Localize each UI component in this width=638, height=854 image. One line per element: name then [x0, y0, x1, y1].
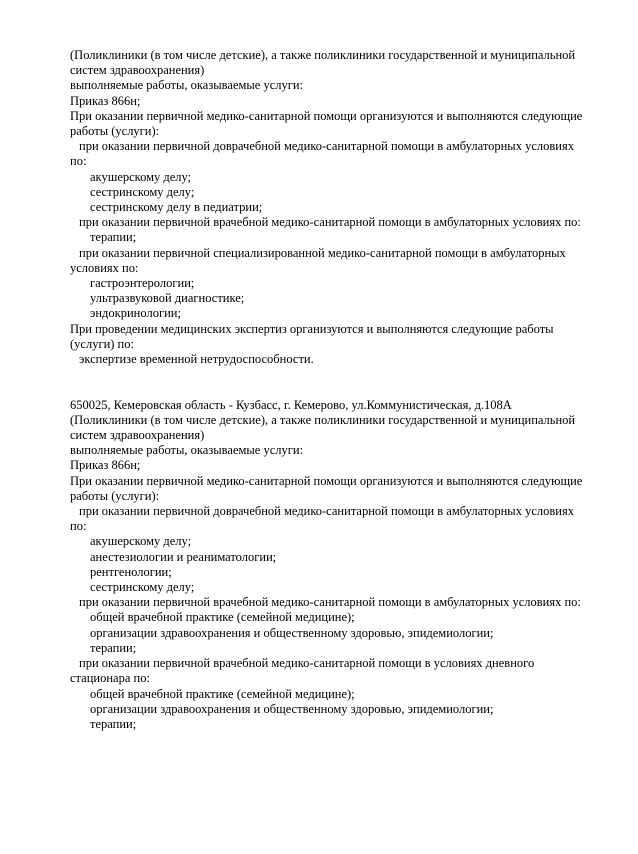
text-line: При оказании первичной медико-санитарной помощи организуются и выполняются следующие [70, 108, 583, 123]
text-line: 650025, Кемеровская область - Кузбасс, г. Кемерово, ул.Коммунистическая, д.108А [70, 397, 512, 412]
text-line: При оказании первичной медико-санитарной помощи организуются и выполняются следующие [70, 473, 583, 488]
text-line: при оказании первичной доврачебной медико-санитарной помощи в амбулаторных условиях [79, 504, 574, 519]
text-line: работы (услуги): [70, 124, 160, 139]
text-line: при оказании первичной специализированной медико-санитарной помощи в амбулаторных [79, 245, 566, 260]
text-line: при оказании первичной врачебной медико-санитарной помощи в амбулаторных условиях по: [79, 215, 581, 230]
text-line: (Поликлиники (в том числе детские), а также поликлиники государственной и муниципальной [70, 48, 576, 62]
text-line: при оказании первичной врачебной медико-санитарной помощи в амбулаторных условиях по: [79, 595, 581, 610]
text-line: стационара по: [70, 671, 150, 686]
text-line: экспертизе временной нетрудоспособности. [79, 352, 314, 367]
text-line: эндокринологии; [90, 306, 181, 321]
text-line [70, 382, 602, 397]
text-line: выполняемые работы, оказываемые услуги: [70, 78, 304, 93]
text-line: сестринскому делу; [90, 580, 195, 595]
text-line: условиях по: [70, 260, 139, 275]
text-line: организации здравоохранения и общественному здоровью, эпидемиологии; [90, 625, 494, 640]
text-line: анестезиологии и реаниматологии; [90, 549, 277, 564]
document-body [70, 48, 602, 732]
text-line: по: [70, 154, 87, 169]
text-line: Приказ 866н; [70, 458, 141, 473]
text-line: по: [70, 519, 87, 534]
text-line: акушерскому делу; [90, 534, 192, 549]
text-line: терапии; [90, 640, 137, 655]
text-line: терапии; [90, 230, 137, 245]
text-line: (услуги) по: [70, 336, 134, 351]
text-line: ультразвуковой диагностике; [90, 291, 245, 306]
text-line: общей врачебной практике (семейной медицине); [90, 610, 355, 625]
text-line: систем здравоохранения) [70, 63, 205, 78]
text-line: (Поликлиники (в том числе детские), а также поликлиники государственной и муниципальной [70, 412, 576, 427]
text-line: акушерскому делу; [90, 169, 192, 184]
text-line: систем здравоохранения) [70, 428, 205, 443]
text-line: сестринскому делу в педиатрии; [90, 200, 263, 215]
text-line: гастроэнтерологии; [90, 276, 195, 291]
text-line: общей врачебной практике (семейной медицине); [90, 686, 355, 701]
text-line: при оказании первичной доврачебной медико-санитарной помощи в амбулаторных условиях [79, 139, 574, 154]
text-line: при оказании первичной врачебной медико-санитарной помощи в условиях дневного [79, 656, 535, 671]
text-line: сестринскому делу; [90, 184, 195, 199]
text-line: организации здравоохранения и общественному здоровью, эпидемиологии; [90, 701, 494, 716]
text-line: терапии; [90, 716, 137, 731]
text-line: выполняемые работы, оказываемые услуги: [70, 443, 304, 458]
text-line: рентгенологии; [90, 564, 172, 579]
text-line: Приказ 866н; [70, 93, 141, 108]
text-line [70, 367, 602, 382]
text-line: работы (услуги): [70, 488, 160, 503]
text-line: При проведении медицинских экспертиз организуются и выполняются следующие работы [70, 321, 554, 336]
